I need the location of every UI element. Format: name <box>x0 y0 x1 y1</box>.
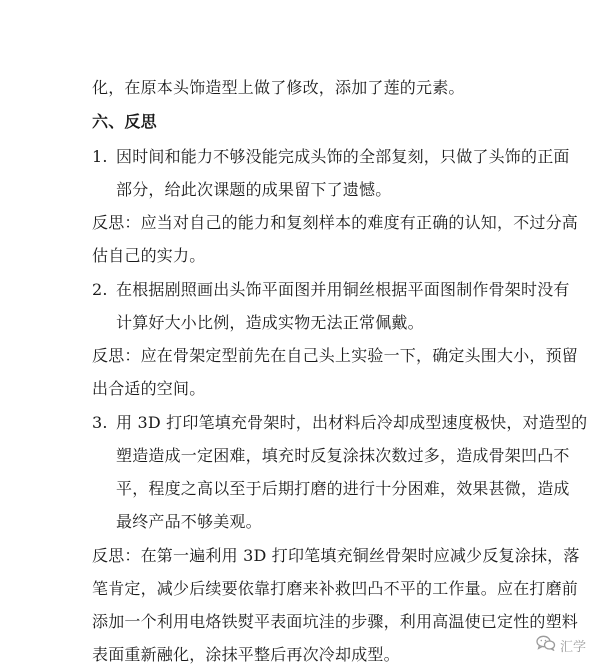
wechat-icon <box>536 635 556 655</box>
item-2-number: 2. <box>92 280 108 299</box>
item-1-number: 1. <box>92 147 108 166</box>
item-2-reflection-2: 出合适的空间。 <box>92 379 206 398</box>
item-2-reflection-1: 反思：应在骨架定型前先在自己头上实验一下，确定头围大小，预留 <box>92 346 579 365</box>
watermark <box>536 635 586 655</box>
item-1-line-2: 部分，给此次课题的成果留下了遗憾。 <box>116 180 392 199</box>
section-heading: 六、反思 <box>92 112 157 131</box>
item-3-reflection-2: 笔肯定，减少后续要依靠打磨来补救凹凸不平的工作量。应在打磨前 <box>92 579 579 598</box>
item-1-line-1: 因时间和能力不够没能完成头饰的全部复刻，只做了头饰的正面 <box>116 147 570 166</box>
item-1-reflection-1: 反思：应当对自己的能力和复刻样本的难度有正确的认知，不过分高 <box>92 213 579 232</box>
item-3-reflection-1: 反思：在第一遍利用 3D 打印笔填充铜丝骨架时应减少反复涂抹，落 <box>92 546 580 565</box>
intro-line: 化，在原本头饰造型上做了修改，添加了莲的元素。 <box>92 78 465 97</box>
item-3-line-3: 平，程度之高以至于后期打磨的进行十分困难，效果甚微，造成 <box>116 479 570 498</box>
item-3-number: 3. <box>92 413 108 432</box>
item-3-line-4: 最终产品不够美观。 <box>116 512 262 531</box>
item-1-reflection-2: 估自己的实力。 <box>92 246 206 265</box>
item-3-reflection-3: 添加一个利用电烙铁熨平表面坑洼的步骤，利用高温使已定性的塑料 <box>92 612 579 631</box>
item-3-line-2: 塑造造成一定困难，填充时反复涂抹次数过多，造成骨架凹凸不 <box>116 446 570 465</box>
item-2-line-1: 在根据剧照画出头饰平面图并用铜丝根据平面图制作骨架时没有 <box>116 280 570 299</box>
item-3-line-1: 用 3D 打印笔填充骨架时，出材料后冷却成型速度极快，对造型的 <box>116 413 588 432</box>
item-2-line-2: 计算好大小比例，造成实物无法正常佩戴。 <box>116 313 424 332</box>
watermark-text: 汇学 <box>559 639 586 655</box>
item-3-reflection-4: 表面重新融化，涂抹平整后再次冷却成型。 <box>92 645 400 664</box>
